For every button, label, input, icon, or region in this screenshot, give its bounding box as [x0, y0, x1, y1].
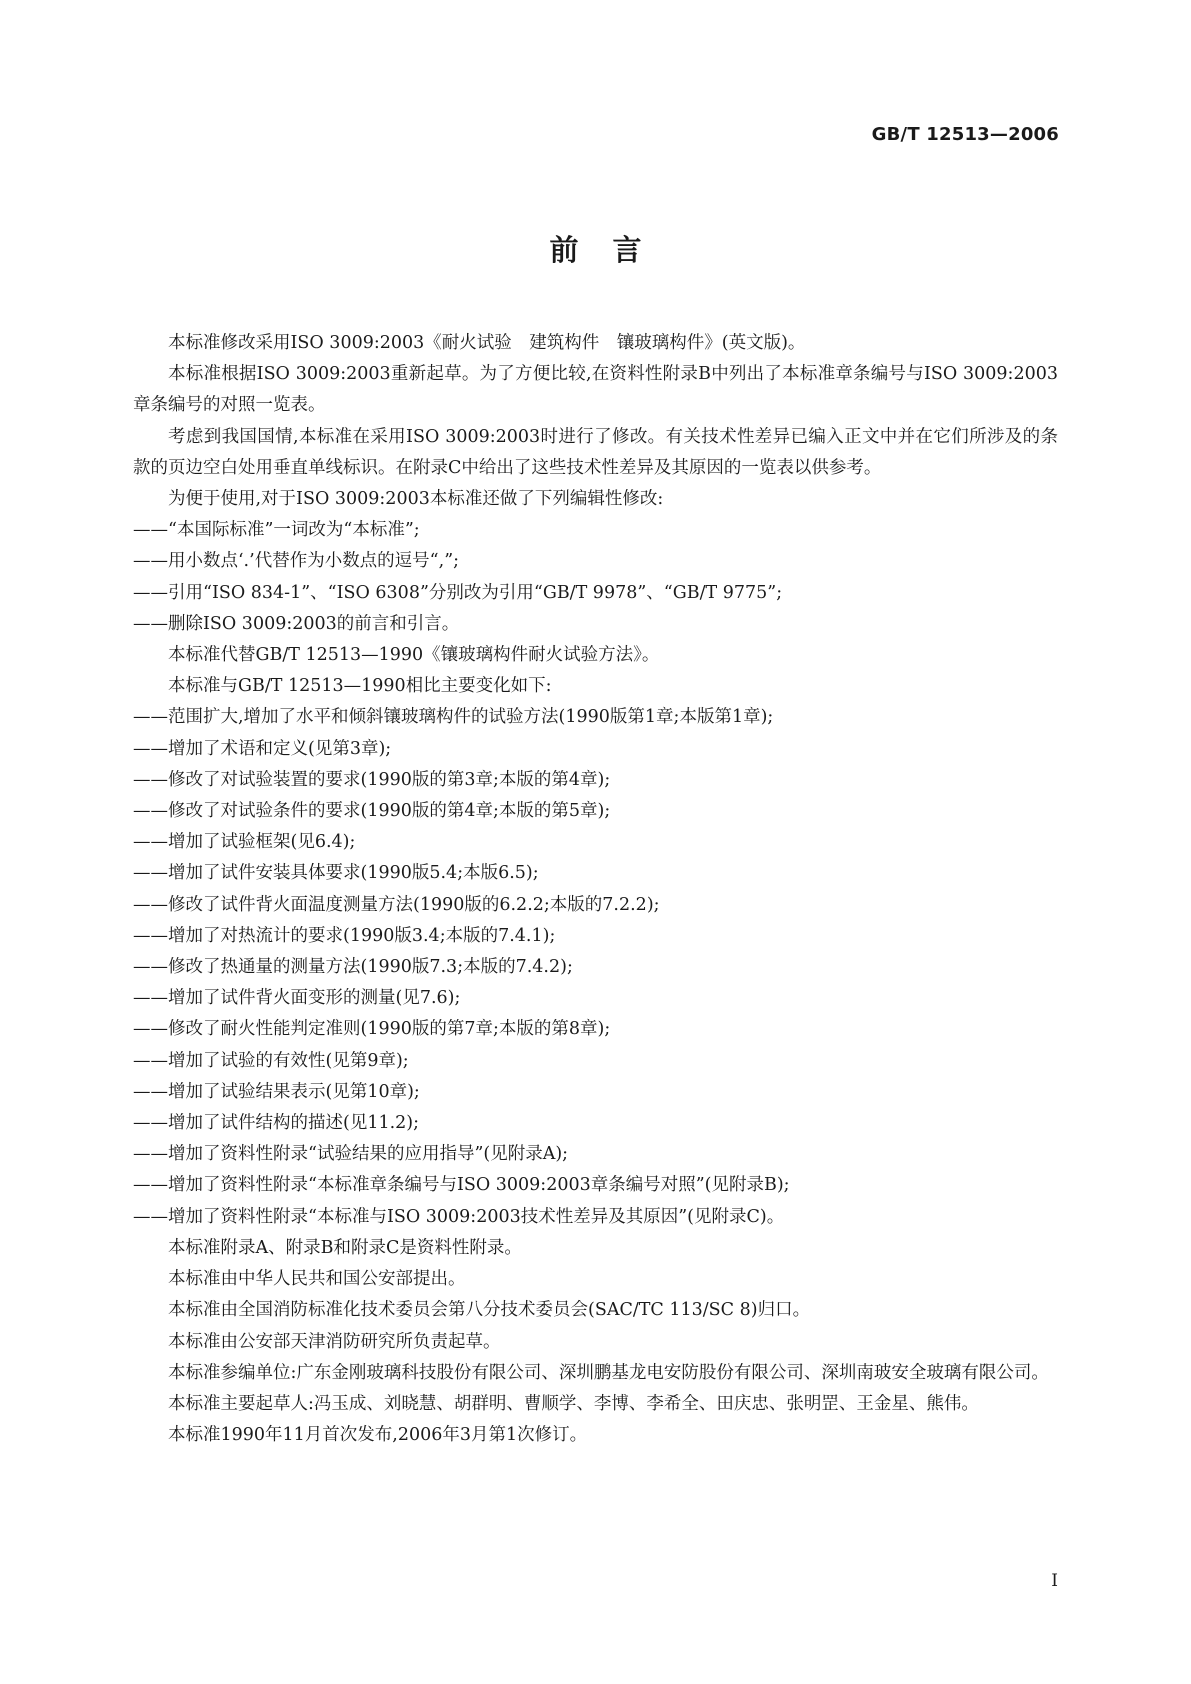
list-item: ——增加了试件背火面变形的测量(见7.6); [133, 988, 461, 1009]
list-item: ——修改了耐火性能判定准则(1990版的第7章;本版的第8章); [133, 1019, 611, 1040]
list-item: ——“本国际标准”一词改为“本标准”; [133, 520, 420, 541]
list-item: ——增加了试件安装具体要求(1990版5.4;本版6.5); [133, 863, 539, 884]
list-item: ——增加了资料性附录“试验结果的应用指导”(见附录A); [133, 1144, 569, 1165]
list-item: ——增加了试验框架(见6.4); [133, 832, 356, 853]
list-item: ——增加了资料性附录“本标准与ISO 3009:2003技术性差异及其原因”(见附录C)。 [133, 1206, 785, 1227]
paragraph: 本标准主要起草人:冯玉成、刘晓慧、胡群明、曹顺学、李博、李希全、田庆忠、张明罡、王金星、熊伟。 [168, 1393, 979, 1414]
list-item: ——范围扩大,增加了水平和倾斜镶玻璃构件的试验方法(1990版第1章;本版第1章); [133, 707, 774, 728]
paragraph: 本标准修改采用ISO 3009:2003《耐火试验 建筑构件 镶玻璃构件》(英文版)。 [168, 333, 806, 353]
paragraph: 本标准参编单位:广东金刚玻璃科技股份有限公司、深圳鹏基龙电安防股份有限公司、深圳南玻安全玻璃有限公司。 [168, 1362, 1049, 1383]
list-item: ——增加了试验的有效性(见第9章); [133, 1050, 409, 1071]
list-item: ——删除ISO 3009:2003的前言和引言。 [133, 613, 460, 634]
paragraph: 本标准1990年11月首次发布,2006年3月第1次修订。 [168, 1425, 588, 1446]
paragraph: 为便于使用,对于ISO 3009:2003本标准还做了下列编辑性修改: [168, 489, 664, 510]
list-item: ——增加了试验结果表示(见第10章); [133, 1081, 420, 1102]
list-item: ——修改了试件背火面温度测量方法(1990版的6.2.2;本版的7.2.2); [133, 894, 660, 915]
list-item: ——用小数点‘.’代替作为小数点的逗号“,”; [133, 551, 460, 572]
list-item: ——增加了资料性附录“本标准章条编号与ISO 3009:2003章条编号对照”(见附录B); [133, 1175, 790, 1196]
list-item: ——修改了对试验装置的要求(1990版的第3章;本版的第4章); [133, 769, 611, 790]
paragraph: 本标准由公安部天津消防研究所负责起草。 [168, 1331, 501, 1352]
standard-number: GB/T 12513—2006 [871, 124, 1059, 145]
list-item: ——引用“ISO 834-1”、“ISO 6308”分别改为引用“GB/T 9978”、“GB/T 9775”; [133, 582, 783, 603]
page-number: I [1051, 1571, 1058, 1591]
list-item: ——修改了对试验条件的要求(1990版的第4章;本版的第5章); [133, 801, 611, 822]
paragraph: 本标准由全国消防标准化技术委员会第八分技术委员会(SAC/TC 113/SC 8)归口。 [168, 1300, 811, 1321]
list-item: ——增加了对热流计的要求(1990版3.4;本版的7.4.1); [133, 925, 556, 946]
paragraph: 本标准与GB/T 12513—1990相比主要变化如下: [168, 676, 552, 697]
list-item: ——增加了术语和定义(见第3章); [133, 738, 392, 759]
body-text [133, 328, 1058, 1451]
paragraph: 本标准附录A、附录B和附录C是资料性附录。 [168, 1237, 522, 1258]
paragraph: 本标准由中华人民共和国公安部提出。 [168, 1269, 466, 1290]
paragraph: 本标准根据ISO 3009:2003重新起草。为了方便比较,在资料性附录B中列出了本标准章条编号与ISO 3009:2003章条编号的对照一览表。 [133, 364, 1058, 416]
page-title: 前言 [549, 233, 676, 267]
paragraph: 考虑到我国国情,本标准在采用ISO 3009:2003时进行了修改。有关技术性差异已编入正文中并在它们所涉及的条款的页边空白处用垂直单线标识。在附录C中给出了这些技术性差异及其原因的一览表以供参考。 [133, 426, 1058, 478]
list-item: ——增加了试件结构的描述(见11.2); [133, 1113, 420, 1134]
list-item: ——修改了热通量的测量方法(1990版7.3;本版的7.4.2); [133, 957, 573, 978]
paragraph: 本标准代替GB/T 12513—1990《镶玻璃构件耐火试验方法》。 [168, 645, 660, 666]
